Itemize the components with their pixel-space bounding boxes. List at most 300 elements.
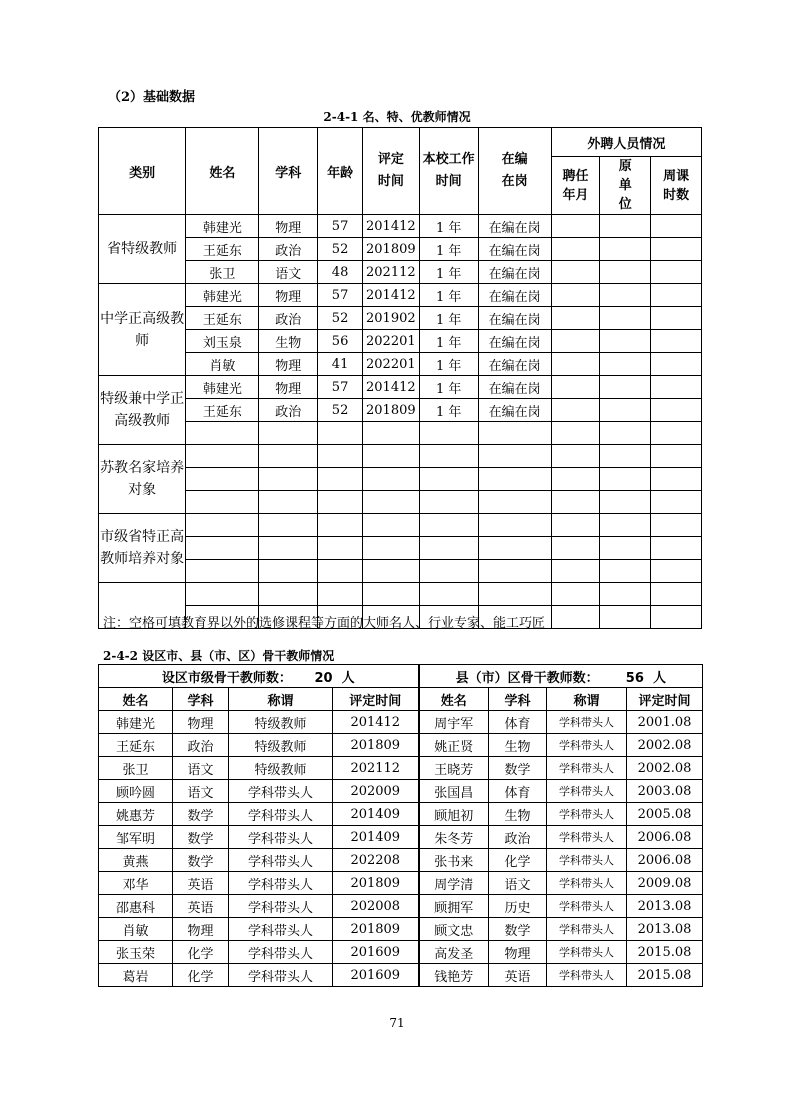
cell-staff [478,514,551,537]
county-cell-title: 学科带头人 [547,849,627,872]
table2-caption: 2-4-2 设区市、县（市、区）骨干教师情况 [103,649,335,663]
city-cell-title: 学科带头人 [229,803,333,826]
table-row [99,399,702,422]
famous-teachers-body [99,215,702,629]
cell-original-unit [600,606,651,629]
cell-age: 52 [318,399,363,422]
county-cell-eval-time: 2015.08 [627,964,703,987]
cell-original-unit [600,307,651,330]
county-cell-subject: 化学 [489,849,547,872]
city-cell-name: 顾吟圆 [99,780,173,803]
table-row [99,918,703,941]
city-backbone-count [99,665,419,688]
cell-eval-time: 201412 [362,215,419,238]
county-cell-eval-time: 2006.08 [627,826,703,849]
cell-work: 1 年 [419,284,478,307]
city-cell-name: 张卫 [99,757,173,780]
county-cell-name: 周学清 [419,872,489,895]
cell-eval-time: 202201 [362,353,419,376]
cell-name [186,422,259,445]
county-cell-subject: 政治 [489,826,547,849]
city-cell-subject: 英语 [173,895,229,918]
cell-hire-month [551,422,600,445]
city-header-name: 姓名 [99,688,173,711]
county-cell-name: 顾拥军 [419,895,489,918]
cell-eval-time [362,560,419,583]
cell-weekly-hours [651,399,702,422]
cell-name: 韩建光 [186,284,259,307]
cell-subject [259,514,318,537]
cell-work: 1 年 [419,215,478,238]
cell-hire-month [551,284,600,307]
cell-name: 韩建光 [186,215,259,238]
cell-original-unit [600,284,651,307]
cell-work: 1 年 [419,399,478,422]
cell-work [419,468,478,491]
city-cell-name: 王延东 [99,734,173,757]
header-external: 外聘人员情况 [551,128,701,157]
city-backbone-number: 20 [314,670,333,686]
county-cell-eval-time: 2002.08 [627,734,703,757]
county-cell-eval-time: 2005.08 [627,803,703,826]
cell-eval-time [362,468,419,491]
table-row [99,376,702,399]
county-header-title: 称谓 [547,688,627,711]
cell-eval-time: 202112 [362,261,419,284]
city-cell-subject: 数学 [173,849,229,872]
cell-work: 1 年 [419,376,478,399]
county-header-subject: 学科 [489,688,547,711]
cell-original-unit [600,491,651,514]
county-cell-name: 钱艳芳 [419,964,489,987]
city-cell-name: 邵惠科 [99,895,173,918]
county-cell-subject: 体育 [489,711,547,734]
county-cell-name: 顾文忠 [419,918,489,941]
cell-age: 57 [318,376,363,399]
table-row [99,941,703,964]
header-original-unit: 原单位 [600,157,651,215]
cell-hire-month [551,445,600,468]
county-cell-title: 学科带头人 [547,734,627,757]
cell-hire-month [551,353,600,376]
cell-original-unit [600,422,651,445]
cell-subject [259,560,318,583]
cell-staff [478,491,551,514]
header-on-staff: 在编在岗 [478,128,551,215]
table-row [99,491,702,514]
table-row [99,537,702,560]
cell-weekly-hours [651,537,702,560]
county-cell-name: 朱冬芳 [419,826,489,849]
county-cell-subject: 体育 [489,780,547,803]
city-cell-subject: 化学 [173,941,229,964]
cell-work [419,583,478,606]
county-backbone-count [419,665,703,688]
cell-staff [478,468,551,491]
city-cell-title: 特级教师 [229,757,333,780]
cell-name: 王延东 [186,307,259,330]
cell-hire-month [551,238,600,261]
county-cell-title: 学科带头人 [547,872,627,895]
cell-name [186,583,259,606]
cell-weekly-hours [651,606,702,629]
cell-hire-month [551,606,600,629]
category-cell: 苏教名家培养对象 [99,445,186,514]
cell-eval-time: 201902 [362,307,419,330]
cell-name [186,514,259,537]
cell-age: 57 [318,215,363,238]
county-cell-title: 学科带头人 [547,964,627,987]
county-cell-subject: 历史 [489,895,547,918]
city-cell-name: 肖敏 [99,918,173,941]
cell-hire-month [551,468,600,491]
cell-hire-month [551,261,600,284]
city-cell-subject: 化学 [173,964,229,987]
table-row [99,353,702,376]
city-cell-name: 姚惠芳 [99,803,173,826]
header-name: 姓名 [186,128,259,215]
city-cell-subject: 英语 [173,872,229,895]
county-cell-title: 学科带头人 [547,895,627,918]
cell-eval-time [362,491,419,514]
county-cell-title: 学科带头人 [547,941,627,964]
county-cell-subject: 生物 [489,803,547,826]
cell-age: 56 [318,330,363,353]
cell-subject: 物理 [259,284,318,307]
cell-work: 1 年 [419,261,478,284]
county-cell-title: 学科带头人 [547,803,627,826]
city-cell-eval-time: 201609 [333,964,419,987]
cell-work: 1 年 [419,330,478,353]
cell-subject: 物理 [259,376,318,399]
county-cell-title: 学科带头人 [547,757,627,780]
cell-work [419,560,478,583]
table-row [99,560,702,583]
city-cell-title: 学科带头人 [229,849,333,872]
cell-weekly-hours [651,491,702,514]
cell-weekly-hours [651,445,702,468]
city-backbone-label: 设区市级骨干教师数： [161,670,292,686]
cell-subject [259,445,318,468]
cell-age [318,468,363,491]
city-cell-title: 学科带头人 [229,872,333,895]
cell-name: 肖敏 [186,353,259,376]
county-cell-title: 学科带头人 [547,711,627,734]
cell-hire-month [551,399,600,422]
cell-original-unit [600,560,651,583]
table-note: 注：空格可填教育界以外的选修课程等方面的大师名人、行业专家、能工巧匠 [103,616,546,631]
table-row [99,284,702,307]
cell-subject: 物理 [259,353,318,376]
table-row [99,849,703,872]
table-row [99,964,703,987]
city-cell-name: 邹军明 [99,826,173,849]
cell-subject [259,422,318,445]
header-eval-time: 评定时间 [362,128,419,215]
cell-eval-time: 201809 [362,238,419,261]
cell-eval-time [362,537,419,560]
cell-staff: 在编在岗 [478,238,551,261]
cell-staff: 在编在岗 [478,261,551,284]
county-cell-name: 高发圣 [419,941,489,964]
cell-age [318,445,363,468]
cell-name [186,560,259,583]
cell-weekly-hours [651,560,702,583]
cell-weekly-hours [651,261,702,284]
county-backbone-number: 56 [625,670,644,686]
city-cell-eval-time: 201809 [333,872,419,895]
county-cell-subject: 物理 [489,941,547,964]
cell-eval-time [362,445,419,468]
county-backbone-unit: 人 [652,670,666,686]
cell-work: 1 年 [419,307,478,330]
city-cell-title: 特级教师 [229,734,333,757]
cell-age: 41 [318,353,363,376]
table-row [99,445,702,468]
county-cell-eval-time: 2006.08 [627,849,703,872]
county-backbone-label: 县（市）区骨干教师数： [455,670,599,686]
city-cell-title: 学科带头人 [229,780,333,803]
county-cell-title: 学科带头人 [547,780,627,803]
cell-staff: 在编在岗 [478,399,551,422]
cell-original-unit [600,537,651,560]
city-backbone-unit: 人 [341,670,355,686]
cell-hire-month [551,514,600,537]
cell-name: 韩建光 [186,376,259,399]
cell-subject: 物理 [259,215,318,238]
city-cell-title: 学科带头人 [229,918,333,941]
city-header-eval-time: 评定时间 [333,688,419,711]
cell-subject: 语文 [259,261,318,284]
cell-subject: 政治 [259,307,318,330]
cell-original-unit [600,215,651,238]
table-row [99,734,703,757]
cell-name [186,468,259,491]
cell-eval-time: 201412 [362,284,419,307]
city-cell-subject: 数学 [173,803,229,826]
city-cell-subject: 政治 [173,734,229,757]
cell-staff [478,422,551,445]
county-cell-subject: 生物 [489,734,547,757]
cell-name: 刘玉泉 [186,330,259,353]
cell-age: 57 [318,284,363,307]
cell-eval-time [362,583,419,606]
county-cell-name: 顾旭初 [419,803,489,826]
cell-eval-time: 201809 [362,399,419,422]
city-cell-eval-time: 201609 [333,941,419,964]
page-number: 71 [389,1016,405,1030]
cell-work: 1 年 [419,238,478,261]
county-cell-title: 学科带头人 [547,918,627,941]
table-row [99,514,702,537]
city-cell-title: 学科带头人 [229,964,333,987]
table-row [99,826,703,849]
county-cell-subject: 数学 [489,757,547,780]
header-category: 类别 [99,128,186,215]
header-hire-month: 聘任年月 [551,157,600,215]
cell-staff [478,537,551,560]
city-cell-subject: 数学 [173,826,229,849]
cell-weekly-hours [651,376,702,399]
cell-age [318,491,363,514]
table-row [99,803,703,826]
table-row [99,215,702,238]
county-header-eval-time: 评定时间 [627,688,703,711]
city-cell-eval-time: 202208 [333,849,419,872]
county-cell-subject: 英语 [489,964,547,987]
cell-weekly-hours [651,330,702,353]
cell-subject: 政治 [259,399,318,422]
county-cell-eval-time: 2001.08 [627,711,703,734]
county-cell-eval-time: 2002.08 [627,757,703,780]
cell-work [419,514,478,537]
cell-name: 张卫 [186,261,259,284]
cell-weekly-hours [651,307,702,330]
cell-original-unit [600,399,651,422]
county-cell-subject: 数学 [489,918,547,941]
cell-hire-month [551,307,600,330]
cell-work [419,491,478,514]
cell-weekly-hours [651,468,702,491]
header-weekly-hours: 周课时数 [651,157,702,215]
category-cell: 中学正高级教师 [99,284,186,376]
cell-subject [259,491,318,514]
table-row [99,895,703,918]
cell-age: 52 [318,238,363,261]
cell-weekly-hours [651,238,702,261]
city-cell-subject: 物理 [173,711,229,734]
city-cell-eval-time: 201809 [333,918,419,941]
county-header-name: 姓名 [419,688,489,711]
category-cell: 省特级教师 [99,215,186,284]
city-cell-name: 葛岩 [99,964,173,987]
cell-staff: 在编在岗 [478,330,551,353]
cell-name: 王延东 [186,399,259,422]
county-cell-eval-time: 2009.08 [627,872,703,895]
table-row [99,422,702,445]
city-header-title: 称谓 [229,688,333,711]
city-cell-subject: 语文 [173,757,229,780]
cell-name [186,537,259,560]
county-cell-name: 张国昌 [419,780,489,803]
cell-original-unit [600,376,651,399]
city-cell-title: 学科带头人 [229,941,333,964]
category-cell: 市级省特正高教师培养对象 [99,514,186,583]
cell-original-unit [600,514,651,537]
cell-age: 52 [318,307,363,330]
county-cell-name: 周宇军 [419,711,489,734]
city-cell-eval-time: 201409 [333,803,419,826]
cell-subject: 生物 [259,330,318,353]
county-cell-subject: 语文 [489,872,547,895]
table-row [99,757,703,780]
cell-work: 1 年 [419,353,478,376]
header-age: 年龄 [318,128,363,215]
cell-age [318,560,363,583]
cell-age [318,422,363,445]
cell-subject [259,537,318,560]
header-subject: 学科 [259,128,318,215]
county-cell-name: 王晓芳 [419,757,489,780]
cell-hire-month [551,215,600,238]
cell-weekly-hours [651,353,702,376]
city-cell-subject: 语文 [173,780,229,803]
cell-original-unit [600,353,651,376]
header-school-work-time: 本校工作时间 [419,128,478,215]
backbone-teachers-table [98,664,703,987]
cell-staff [478,583,551,606]
cell-eval-time: 201412 [362,376,419,399]
cell-hire-month [551,537,600,560]
cell-subject [259,468,318,491]
cell-eval-time [362,422,419,445]
cell-staff: 在编在岗 [478,353,551,376]
cell-hire-month [551,583,600,606]
cell-subject [259,583,318,606]
cell-work [419,422,478,445]
cell-staff [478,445,551,468]
county-cell-title: 学科带头人 [547,826,627,849]
table-row [99,780,703,803]
cell-original-unit [600,468,651,491]
cell-hire-month [551,376,600,399]
cell-name [186,445,259,468]
cell-hire-month [551,330,600,353]
table1-caption: 2-4-1 名、特、优教师情况 [323,110,471,124]
table-row [99,468,702,491]
table-row [99,583,702,606]
city-cell-name: 黄燕 [99,849,173,872]
backbone-teachers-body [99,711,703,987]
cell-eval-time: 202201 [362,330,419,353]
city-cell-eval-time: 201412 [333,711,419,734]
cell-age [318,537,363,560]
city-cell-eval-time: 202009 [333,780,419,803]
county-cell-eval-time: 2003.08 [627,780,703,803]
cell-subject: 政治 [259,238,318,261]
city-cell-name: 韩建光 [99,711,173,734]
county-cell-name: 张书来 [419,849,489,872]
cell-original-unit [600,445,651,468]
table-row [99,711,703,734]
cell-eval-time [362,514,419,537]
cell-work [419,537,478,560]
city-cell-title: 特级教师 [229,711,333,734]
table-row [99,307,702,330]
cell-weekly-hours [651,583,702,606]
city-cell-name: 邓华 [99,872,173,895]
cell-hire-month [551,560,600,583]
section-title: （2）基础数据 [108,90,196,105]
city-cell-title: 学科带头人 [229,895,333,918]
cell-name: 王延东 [186,238,259,261]
city-cell-eval-time: 201409 [333,826,419,849]
category-cell: 特级兼中学正高级教师 [99,376,186,445]
cell-weekly-hours [651,422,702,445]
table-row [99,261,702,284]
cell-staff: 在编在岗 [478,307,551,330]
county-cell-eval-time: 2013.08 [627,918,703,941]
cell-weekly-hours [651,215,702,238]
cell-staff: 在编在岗 [478,284,551,307]
cell-original-unit [600,238,651,261]
cell-weekly-hours [651,284,702,307]
cell-staff: 在编在岗 [478,376,551,399]
cell-hire-month [551,491,600,514]
county-cell-eval-time: 2013.08 [627,895,703,918]
county-cell-eval-time: 2015.08 [627,941,703,964]
table-row [99,238,702,261]
